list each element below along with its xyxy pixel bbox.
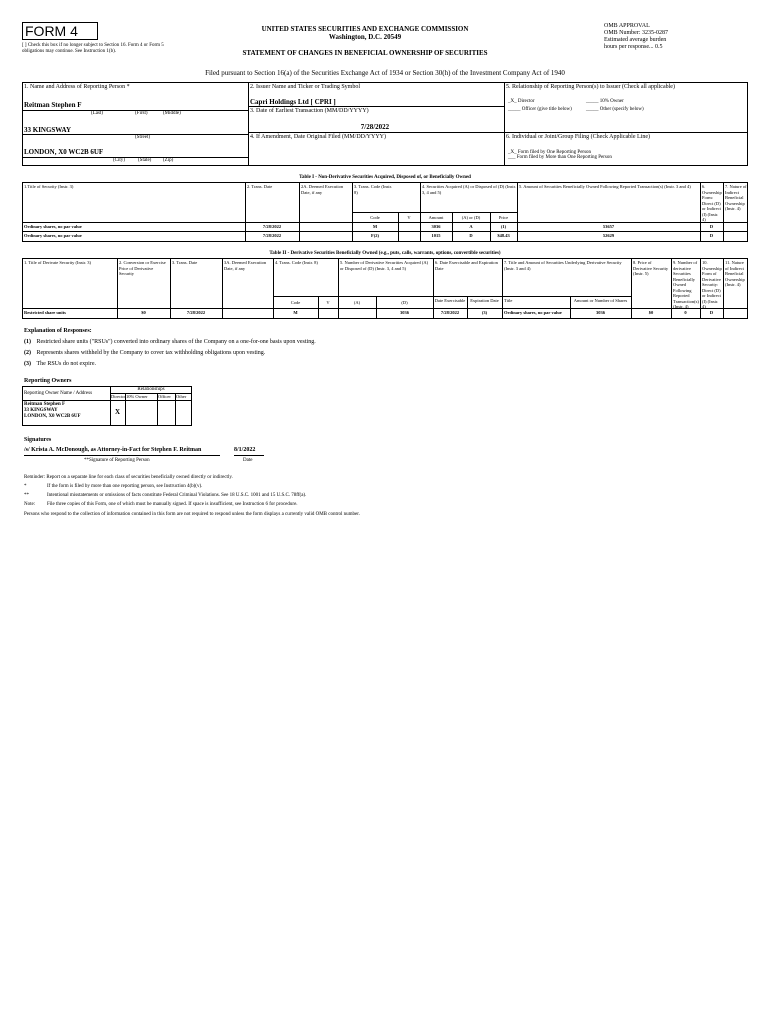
table-row: Ordinary shares, no par value (24, 233, 82, 238)
first-label: (First) (135, 111, 148, 116)
t1-h5: 5. Amount of Securities Beneficially Owned Following Reported Transaction(s) (Instr. 3 and 4) (519, 184, 691, 189)
form-title: FORM 4 (25, 23, 78, 39)
owners-col-director: Director (111, 394, 126, 399)
middle-label: (Middle) (163, 111, 181, 116)
table2-col-line (338, 258, 339, 319)
t2-h1: 1. Title of Derivate Security (Instr. 3) (24, 260, 91, 265)
table2-row-line (273, 296, 631, 297)
agency-name: UNITED STATES SECURITIES AND EXCHANGE COMMISSION (261, 25, 469, 33)
t1-r2-amount: 1015 (431, 233, 441, 238)
t1-r2-form: D (709, 233, 714, 238)
table1-row-line (22, 231, 748, 232)
owners-row-line (22, 400, 192, 401)
t1-sub-code: Code (370, 215, 380, 220)
form-title-box (22, 22, 98, 40)
explanation-title: Explanation of Responses: (24, 328, 92, 334)
box5-label: 5. Relationship of Reporting Person(s) to Issuer (Check all applicable) (506, 84, 675, 90)
t2-sub-d: (D) (401, 300, 408, 305)
t1-r1-date: 7/28/2022 (262, 224, 282, 229)
table-row: Ordinary shares, no par value (24, 224, 82, 229)
agency-location: Washington, D.C. 20549 (328, 33, 402, 41)
box2-label: 2. Issuer Name and Ticker or Trading Symbol (250, 84, 360, 90)
t2-h6: 6. Date Exercisable and Expiration Date (435, 260, 498, 271)
t2-h5: 5. Number of Derivative Securities Acquired (A) or Disposed of (D) (Instr. 3, 4 and 5) (340, 260, 429, 271)
omb-approval (604, 23, 754, 51)
t1-sub-amount: Amount (428, 215, 444, 220)
owner-name: Reitman Stephen F (24, 402, 66, 407)
t1-r1-form: D (709, 224, 714, 229)
signature-date: 8/1/2022 (234, 447, 256, 453)
issuer-name: Capri Holdings Ltd [ CPRI ] (250, 98, 336, 106)
t2-h9: 9. Number of derivative Securities Beneficially Owned Following Reported Transaction(s) (Instr. 4) (673, 260, 699, 309)
director-mark: X (114, 408, 121, 416)
t2-h11: 11. Nature of Indirect Beneficial Ownership (Instr. 4) (725, 260, 745, 287)
signature-label: **Signature of Reporting Person (84, 458, 150, 463)
t1-h6: 6. Ownership Form: Direct (D) or Indirect (I) (Instr. 4) (702, 184, 722, 222)
table-row: Restricted share units (24, 310, 66, 315)
box6-label: 6. Individual or Joint/Group Filing (Check Applicable Line) (506, 134, 650, 140)
owner-addr2: LONDON, X0 WC2B 6UF (24, 414, 81, 419)
omb-number: OMB Number: 3235-0287 (604, 30, 668, 36)
t2-sub-title: Title (504, 298, 513, 303)
table2-col-line (222, 258, 223, 319)
divider (248, 106, 504, 107)
officer-check: _____ Officer (give title below) (508, 107, 572, 112)
table2-col-line (723, 258, 724, 319)
footnote-text: Represents shares withheld by the Company to cover tax withholding obligations upon vesting. (36, 350, 266, 356)
underline (22, 157, 248, 158)
t1-h1: 1.Title of Security (Instr. 3) (24, 184, 74, 189)
explanation-item (24, 361, 624, 368)
signer-name: /s/ Krista A. McDonough, as Attorney-in-Fact for Stephen F. Reitman (24, 447, 202, 453)
t2-r-exp: (3) (481, 310, 488, 315)
owners-col-10: 10% Owner (126, 394, 148, 399)
omb-title: OMB APPROVAL (604, 23, 650, 29)
star-text: If the form is filed by more than one reporting person, see Instruction 4(b)(v). (47, 484, 203, 489)
owners-col-officer: Officer (158, 394, 171, 399)
earliest-transaction-date: 7/28/2022 (360, 123, 390, 131)
t2-r-utitle: Ordinary shares, no par value (504, 310, 562, 315)
explanation-item (24, 350, 624, 357)
note-label: Note: (24, 502, 36, 507)
reporting-person-name: Reitman Stephen F (24, 101, 82, 109)
t2-h3a: 3A. Deemed Execution Date, if any (224, 260, 267, 271)
divider (504, 82, 505, 166)
owners-relationships: Relationships (137, 387, 165, 392)
t2-h10: 10. Ownership Form of Derivative Security: Direct (D) or Indirect (I) (Instr. 4) (702, 260, 722, 309)
t1-sub-price: Price (498, 215, 509, 220)
divider (504, 132, 748, 133)
box4-label: 4. If Amendment, Date Original Filed (MM/DD/YYYY) (250, 134, 386, 140)
date-label: Date (243, 458, 253, 463)
t1-r2-date: 7/28/2022 (262, 233, 282, 238)
owner-addr1: 33 KINGSWAY (24, 408, 58, 413)
one-person-filing: _X_ Form filed by One Reporting Person (508, 150, 592, 155)
city-line-value: LONDON, X0 WC2B 6UF (24, 148, 104, 156)
date-line (234, 455, 264, 456)
t1-r2-owned: 52629 (602, 233, 615, 238)
persons-text: Persons who respond to the collection of information contained in this form are not required to respond unless the form displays a currently valid OMB control number. (24, 512, 360, 517)
table1-col-line (299, 182, 300, 242)
t1-r1-code: M (372, 224, 378, 229)
t1-h2: 2. Trans. Date (247, 184, 273, 189)
footnote-num: (1) (24, 339, 31, 345)
omb-burden-1: Estimated average burden (604, 37, 667, 43)
divider (248, 132, 504, 133)
t2-r-d: 3036 (400, 310, 409, 315)
table1-col-line (723, 182, 724, 242)
t1-h4: 4. Securities Acquired (A) or Disposed of (D) (Instr. 3, 4 and 5) (422, 184, 516, 195)
t2-r-uamount: 3036 (596, 310, 605, 315)
t2-h2: 2. Conversion or Exercise Price of Derivative Security (119, 260, 166, 276)
t1-sub-ad: (A) or (D) (461, 215, 481, 220)
t2-r-conv: $0 (141, 310, 146, 315)
t1-h7: 7. Nature of Indirect Beneficial Ownership (Instr. 4) (725, 184, 747, 211)
explanation-item (24, 339, 624, 346)
street-label: (Street) (135, 135, 150, 140)
t2-sub-v: V (326, 300, 330, 305)
box1-label: 1. Name and Address of Reporting Person * (24, 84, 130, 90)
other-check: _____ Other (specify below) (586, 107, 644, 112)
t2-r-owned: 0 (684, 310, 687, 315)
table1-title: Table I - Non-Derivative Securities Acquired, Disposed of, or Beneficially Owned (299, 175, 471, 180)
footnote-text: Restricted share units ("RSUs") converted into ordinary shares of the Company on a one-for-one basis upon vesting. (36, 339, 316, 345)
table1-row-line (22, 222, 748, 223)
footnote-num: (2) (24, 350, 31, 356)
director-check: _X_ Director (508, 99, 535, 104)
star-mark: * (24, 484, 27, 489)
t2-sub-code: Code (290, 300, 301, 305)
owners-col-other: Other (176, 394, 187, 399)
table2-row-line (22, 308, 748, 309)
t1-r2-price: $48.43 (497, 233, 510, 238)
omb-burden-2: hours per response... 0.5 (604, 44, 663, 50)
multi-person-filing: ___ Form filed by More than One Reporting Person (508, 155, 612, 160)
box3-label: 3. Date of Earliest Transaction (MM/DD/YYYY) (250, 108, 369, 114)
signatures-title: Signatures (24, 437, 52, 443)
street-value: 33 KINGSWAY (24, 126, 72, 134)
table2-col-line (502, 258, 503, 319)
signature-line (24, 455, 220, 456)
divider (248, 82, 249, 166)
filed-pursuant: Filed pursuant to Section 16(a) of the Securities Exchange Act of 1934 or Section 30(h) of the Investment Company Act of 1940 (205, 69, 565, 77)
t2-r-form: D (709, 310, 714, 315)
t2-r-code: M (293, 310, 298, 315)
t1-sub-v: V (407, 215, 411, 220)
ten-pct-check: _____ 10% Owner (586, 99, 624, 104)
t1-h2a: 2A. Deemed Execution Date, if any (301, 184, 344, 195)
dstar-mark: ** (24, 493, 29, 498)
t1-r1-ad: A (469, 224, 473, 229)
t1-r2-ad: D (469, 233, 473, 238)
t2-sub-amount: Amount or Number of Shares (573, 298, 628, 303)
reporting-owners-title: Reporting Owners (24, 378, 72, 384)
t1-r2-code: F(2) (371, 233, 379, 238)
table2-title: Table II - Derivative Securities Beneficially Owned (e.g., puts, calls, warrants, options, convertible securities) (269, 251, 501, 256)
t1-r1-owned: 53657 (602, 224, 615, 229)
footnote-num: (3) (24, 361, 31, 367)
t2-r-price: $0 (648, 310, 654, 315)
owners-col-name: Reporting Owner Name / Address (24, 391, 93, 396)
t2-h8: 8. Price of Derivative Security (Instr. 5) (633, 260, 669, 276)
state-label: (State) (138, 158, 152, 163)
t2-sub-exer: Date Exercisable (434, 298, 466, 303)
note-text: File three copies of this Form, one of which must be manually signed. If space is insufficient, see Instruction 6 for procedure. (47, 502, 298, 507)
t2-r-date: 7/28/2022 (186, 310, 206, 315)
t2-h7: 7. Title and Amount of Securities Underlying Derivative Security (Instr. 3 and 4) (504, 260, 622, 271)
city-label: (City) (113, 158, 125, 163)
t2-h3: 3. Trans. Date (172, 260, 198, 265)
t2-h4: 4. Trans. Code (Instr. 8) (275, 260, 318, 265)
statement-title: STATEMENT OF CHANGES IN BENEFICIAL OWNERSHIP OF SECURITIES (242, 49, 488, 57)
dstar-text: Intentional misstatements or omissions of facts constitute Federal Criminal Violations. See 18 U.S.C. 1001 and 15 U.S.C. 78ff(a). (47, 493, 307, 498)
last-label: (Last) (91, 111, 103, 116)
t1-r1-amount: 3036 (431, 224, 441, 229)
t1-h3: 3. Trans. Code (Instr. 8) (354, 184, 393, 195)
table1-row-line (352, 212, 517, 213)
t2-sub-exp: Expiration Date (470, 298, 499, 303)
footnote-text: The RSUs do not expire. (36, 361, 96, 367)
t2-r-exer: 7/28/2022 (440, 310, 460, 315)
t1-r1-price: (1) (500, 224, 507, 229)
zip-label: (Zip) (163, 158, 174, 163)
reminder-text: Reminder: Report on a separate line for each class of securities beneficially owned directly or indirectly. (24, 475, 233, 480)
t2-sub-a: (A) (353, 300, 361, 305)
check-box-text: [ ] Check this box if no longer subject to Section 16. Form 4 or Form 5 obligations may continue. See Instruction 1(b). (22, 43, 164, 54)
